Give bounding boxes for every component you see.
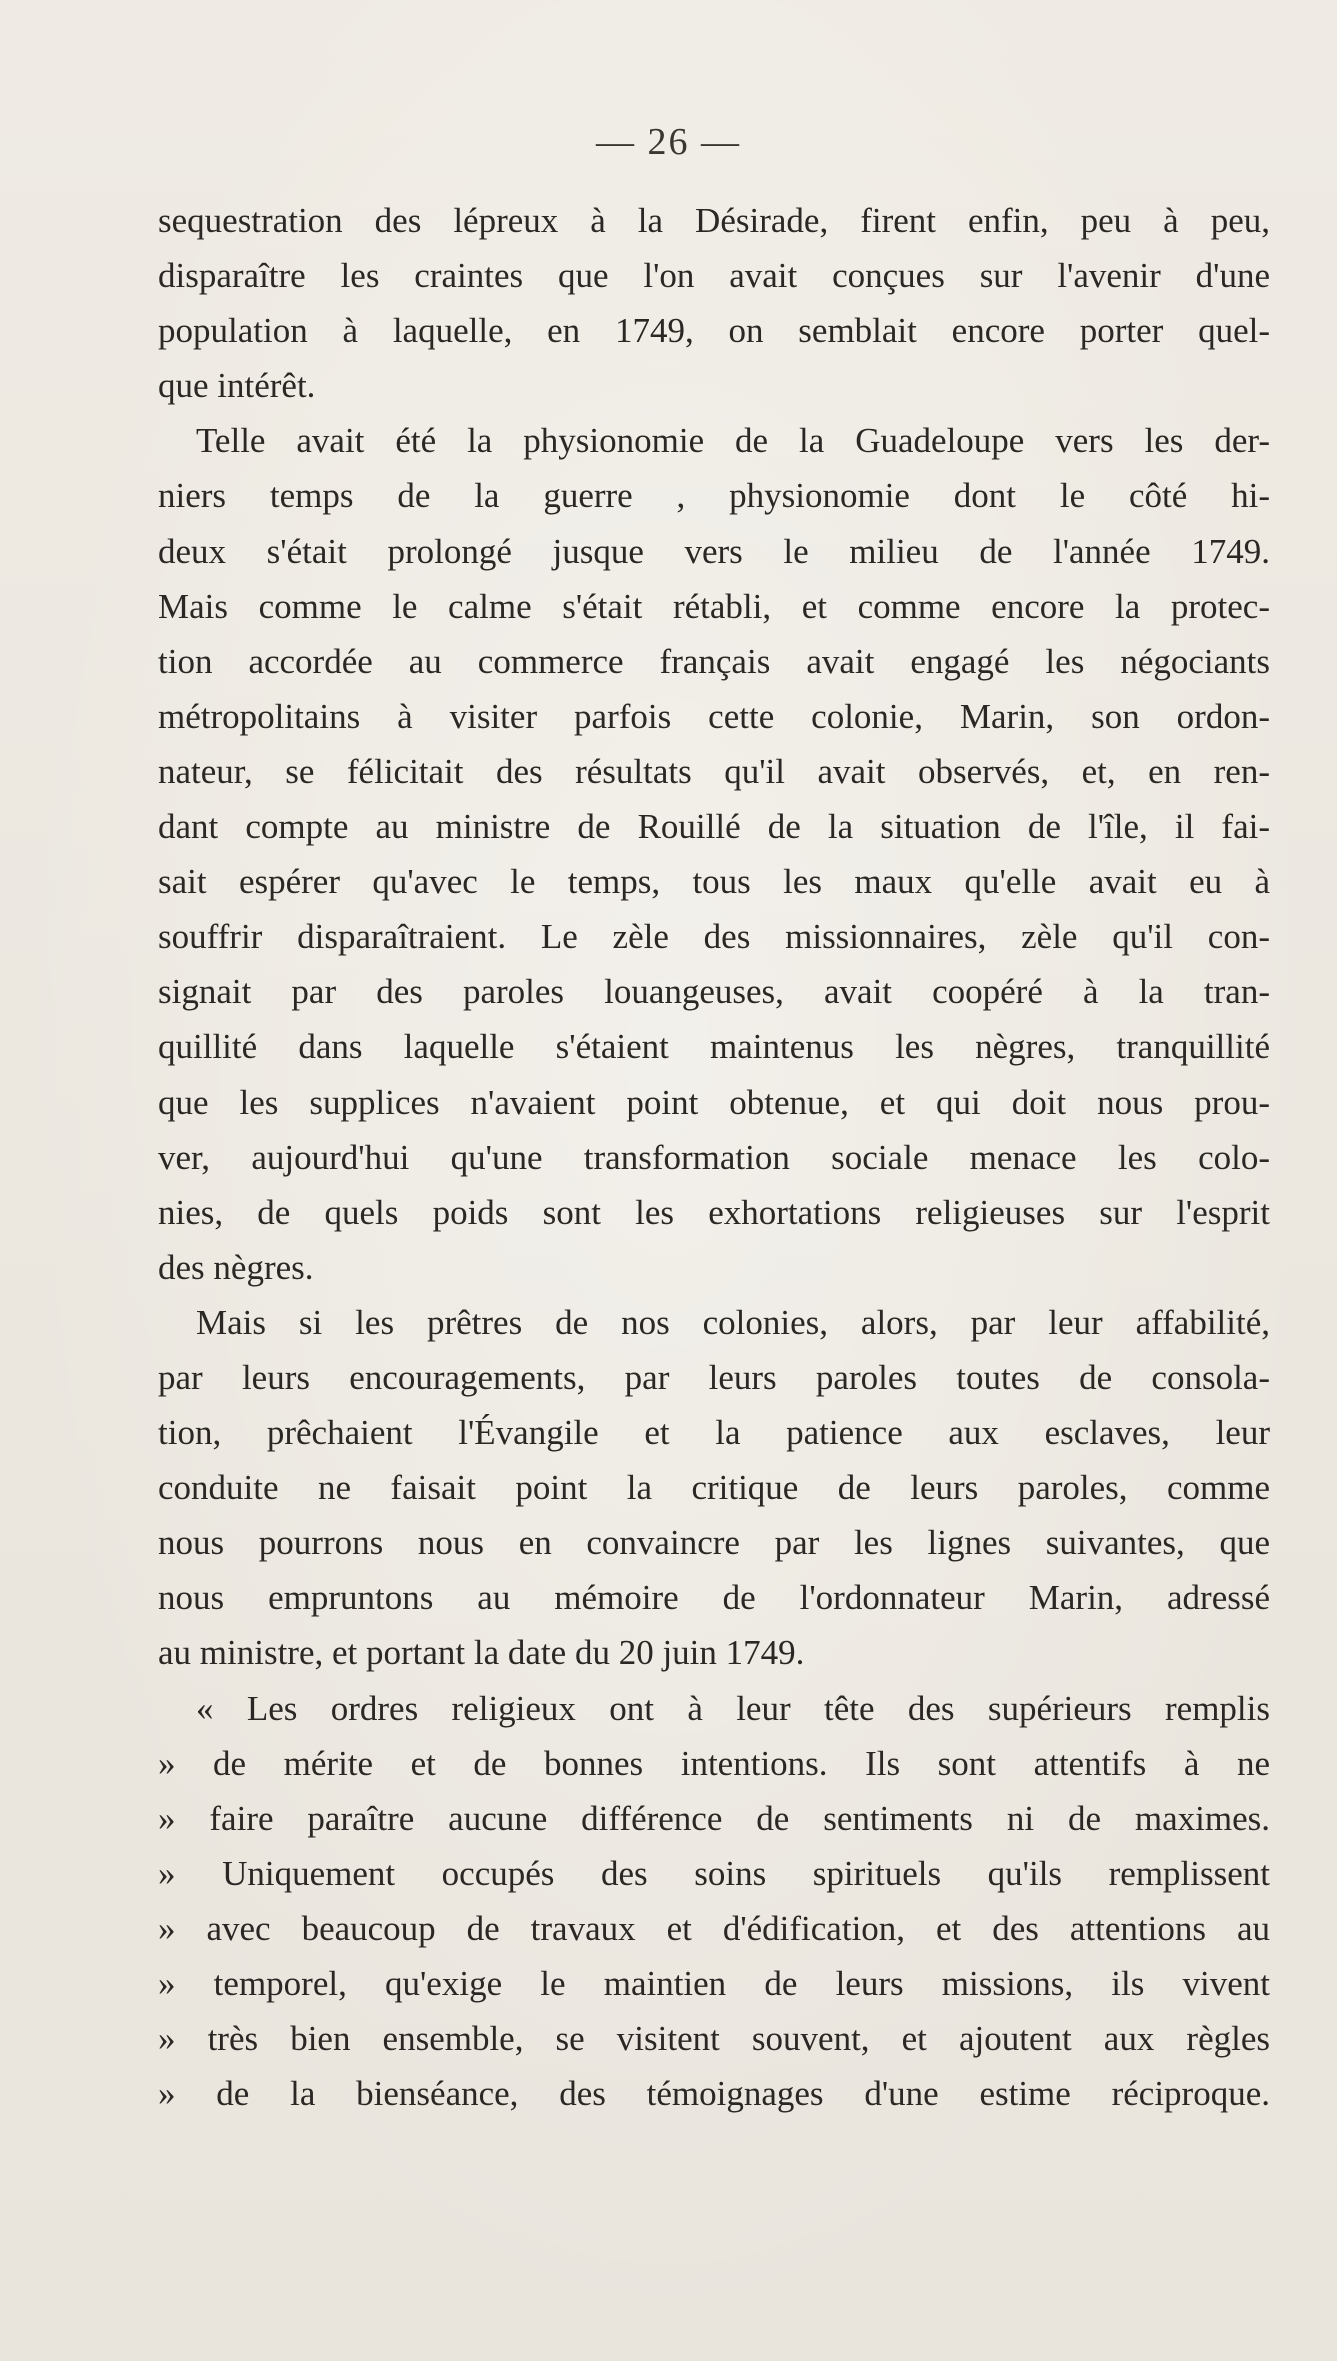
- text-line: dant compte au ministre de Rouillé de la situation de l'île, il fai-: [158, 807, 1270, 847]
- text-line: ver, aujourd'hui qu'une transformation sociale menace les colo-: [158, 1137, 1270, 1177]
- text-line: Mais comme le calme s'était rétabli, et comme encore la protec-: [158, 586, 1270, 626]
- text-line: nous empruntons au mémoire de l'ordonnateur Marin, adressé: [158, 1578, 1270, 1618]
- text-line: nateur, se félicitait des résultats qu'il avait observés, et, en ren-: [158, 751, 1270, 791]
- text-line: sequestration des lépreux à la Désirade, firent enfin, peu à peu,: [158, 201, 1270, 240]
- page-number: — 26 —: [596, 121, 741, 163]
- text-line: » temporel, qu'exige le maintien de leurs missions, ils vivent: [158, 1964, 1270, 2003]
- text-line: » de mérite et de bonnes intentions. Ils sont attentifs à ne: [158, 1743, 1270, 1783]
- text-line: » faire paraître aucune différence de sentiments ni de maximes.: [158, 1798, 1270, 1838]
- text-line: que intérêt.: [158, 366, 316, 406]
- text-line: nies, de quels poids sont les exhortations religieuses sur l'esprit: [158, 1192, 1270, 1232]
- body-text: [158, 193, 1270, 2121]
- text-line: que les supplices n'avaient point obtenue, et qui doit nous prou-: [158, 1082, 1270, 1122]
- text-line: par leurs encouragements, par leurs paroles toutes de consola-: [158, 1357, 1270, 1397]
- text-line: » Uniquement occupés des soins spirituels qu'ils remplissent: [158, 1853, 1270, 1893]
- text-line: quillité dans laquelle s'étaient maintenus les nègres, tranquillité: [158, 1027, 1270, 1067]
- text-line: niers temps de la guerre , physionomie dont le côté hi-: [158, 476, 1270, 516]
- text-line: population à laquelle, en 1749, on semblait encore porter quel-: [158, 311, 1270, 351]
- text-line: disparaître les craintes que l'on avait conçues sur l'avenir d'une: [158, 256, 1270, 296]
- text-line: » avec beaucoup de travaux et d'édification, et des attentions au: [158, 1908, 1270, 1948]
- text-line: « Les ordres religieux ont à leur tête des supérieurs remplis: [196, 1688, 1270, 1728]
- text-line: deux s'était prolongé jusque vers le milieu de l'année 1749.: [158, 531, 1270, 571]
- text-line: Mais si les prêtres de nos colonies, alors, par leur affabilité,: [196, 1302, 1270, 1342]
- text-line: sait espérer qu'avec le temps, tous les maux qu'elle avait eu à: [158, 862, 1270, 902]
- text-line: conduite ne faisait point la critique de leurs paroles, comme: [158, 1468, 1270, 1508]
- text-line: » très bien ensemble, se visitent souvent, et ajoutent aux règles: [158, 2019, 1270, 2059]
- text-line: nous pourrons nous en convaincre par les lignes suivantes, que: [158, 1523, 1270, 1563]
- text-line: » de la bienséance, des témoignages d'une estime réciproque.: [158, 2074, 1270, 2114]
- text-line: des nègres.: [158, 1247, 314, 1287]
- text-line: souffrir disparaîtraient. Le zèle des missionnaires, zèle qu'il con-: [158, 917, 1270, 957]
- text-line: signait par des paroles louangeuses, avait coopéré à la tran-: [158, 972, 1270, 1012]
- text-line: Telle avait été la physionomie de la Guadeloupe vers les der-: [196, 421, 1270, 461]
- text-line: tion accordée au commerce français avait engagé les négociants: [158, 641, 1270, 681]
- text-line: au ministre, et portant la date du 20 juin 1749.: [158, 1633, 805, 1673]
- text-line: tion, prêchaient l'Évangile et la patience aux esclaves, leur: [158, 1413, 1270, 1453]
- text-line: métropolitains à visiter parfois cette colonie, Marin, son ordon-: [158, 696, 1270, 736]
